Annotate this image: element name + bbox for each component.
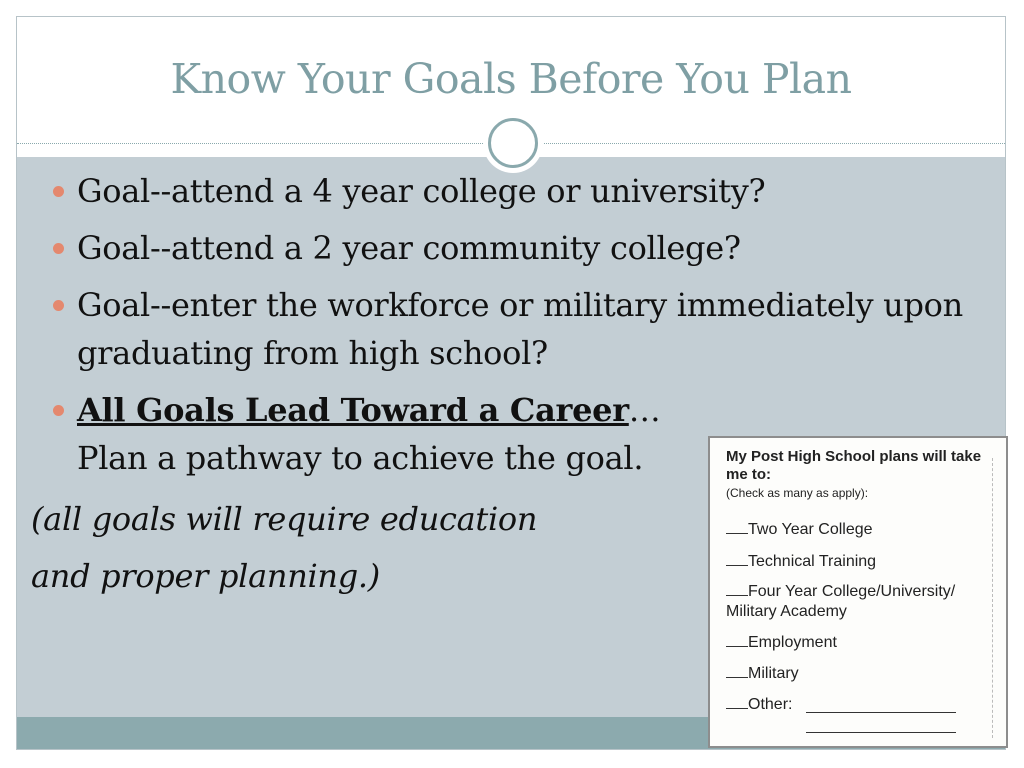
bullet-dot-icon (53, 405, 64, 416)
form-option-label: Other: (748, 696, 793, 713)
bullet-text: Goal--attend a 2 year community college? (77, 229, 741, 267)
form-check-blank (726, 565, 748, 566)
note-line: (all goals will require education (31, 500, 538, 538)
form-option-label: Two Year College (748, 521, 873, 538)
bullet-dot-icon (53, 186, 64, 197)
post-high-school-form-image (708, 436, 1008, 748)
career-text: …Plan a pathway to achieve the goal. (77, 391, 661, 477)
form-option-label: Employment (748, 634, 837, 651)
form-option-label: Four Year College/University/ Military Academy (726, 583, 956, 620)
form-check-blank (726, 677, 748, 678)
career-bullet (47, 386, 727, 482)
bullet-text: Goal--attend a 4 year college or university? (77, 172, 766, 210)
bullet-dot-icon (53, 300, 64, 311)
form-option (726, 633, 986, 653)
form-option (726, 520, 986, 540)
career-heading: All Goals Lead Toward a Career (77, 391, 629, 429)
form-option-label: Military (748, 665, 799, 682)
slide-title: Know Your Goals Before You Plan (170, 55, 852, 103)
form-scan-edge (992, 458, 994, 738)
bullet-item (47, 167, 997, 215)
bullet-item (47, 224, 997, 272)
form-option (726, 552, 986, 572)
form-heading: My Post High School plans will take me to: (726, 448, 982, 483)
form-option (726, 664, 986, 684)
bullet-text: Goal--enter the workforce or military immediately upon graduating from high school? (77, 286, 963, 372)
form-other-line (806, 732, 956, 733)
form-check-blank (726, 595, 748, 596)
form-other-line (806, 712, 956, 713)
note-line: and proper planning.) (31, 557, 380, 595)
divider-circle-icon (488, 118, 538, 168)
form-check-blank (726, 708, 748, 709)
form-option (726, 582, 986, 622)
form-check-blank (726, 533, 748, 534)
form-subheading: (Check as many as apply): (726, 486, 869, 500)
bullet-item (47, 281, 997, 377)
form-check-blank (726, 646, 748, 647)
bullet-dot-icon (53, 243, 64, 254)
form-option-label: Technical Training (748, 553, 877, 570)
